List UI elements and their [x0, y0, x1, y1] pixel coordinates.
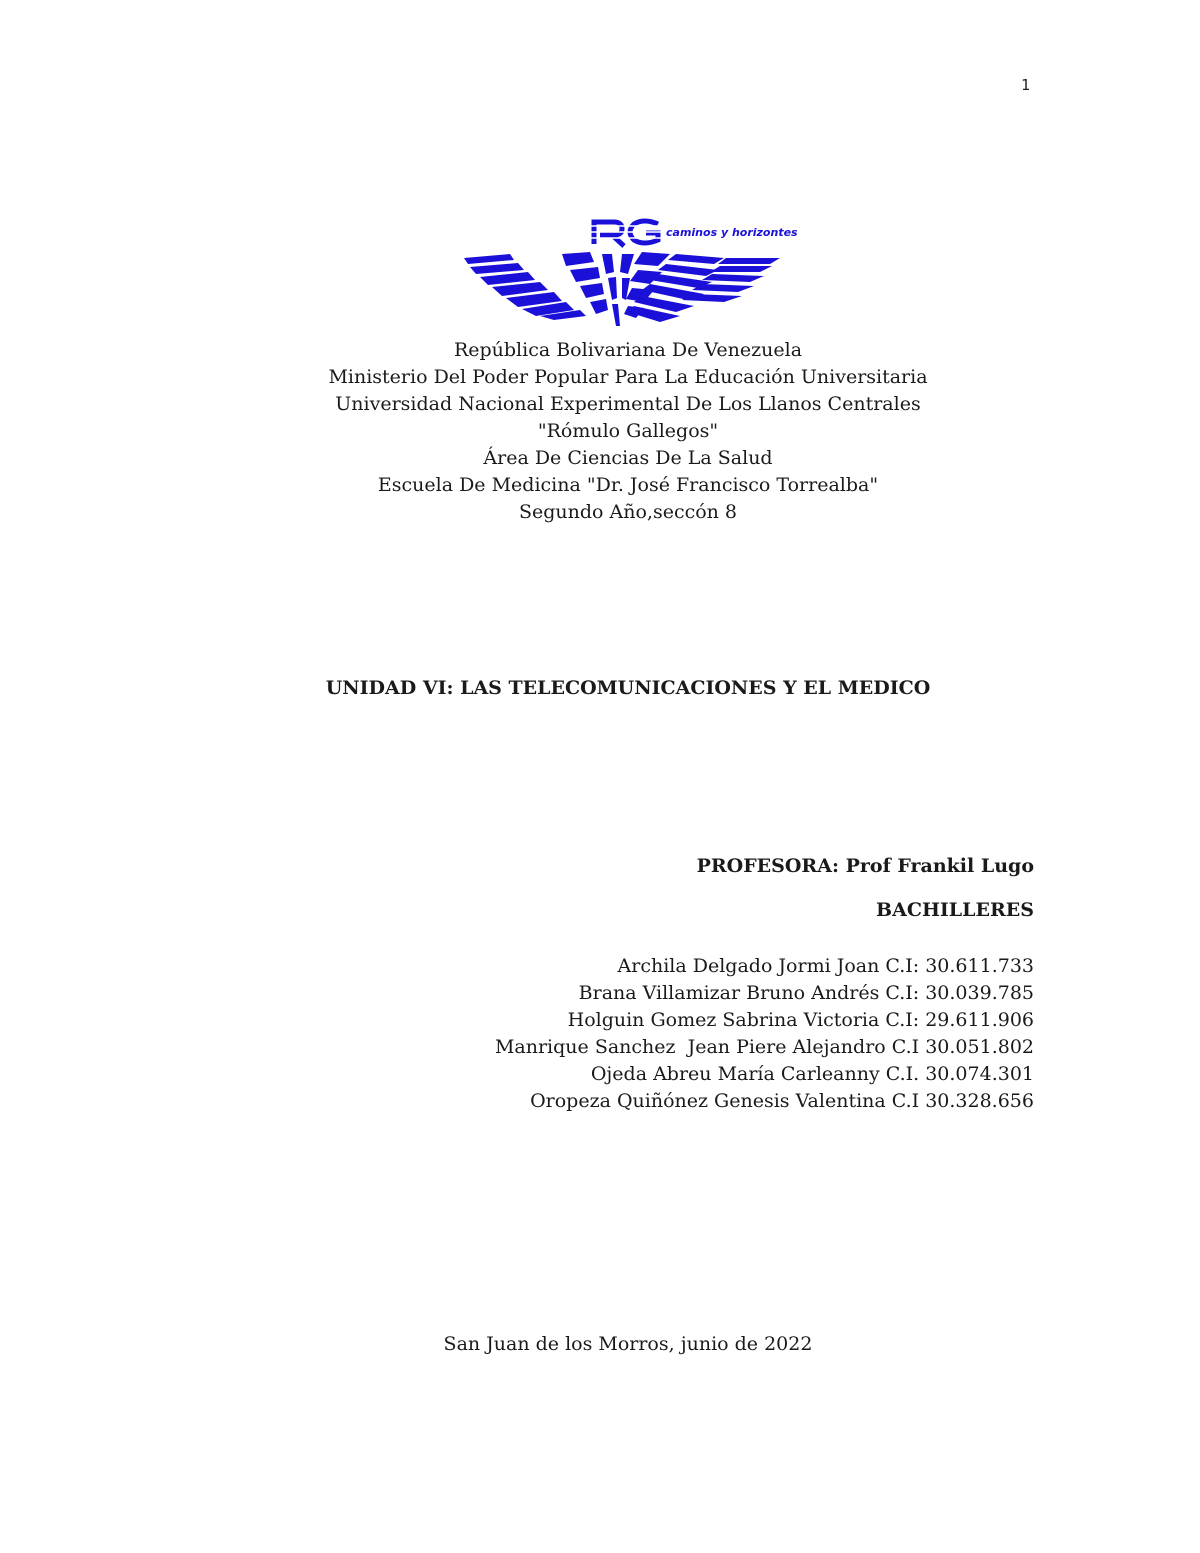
header-line-republic: República Bolivariana De Venezuela	[453, 339, 803, 361]
document-title: UNIDAD VI: LAS TELECOMUNICACIONES Y EL MEDICO	[325, 677, 931, 699]
place-and-date: San Juan de los Morros, junio de 2022	[443, 1333, 813, 1355]
page-number: 1	[1021, 76, 1031, 94]
professor-line: PROFESORA: Prof Frankil Lugo	[696, 855, 1034, 877]
student-item: Holguin Gomez Sabrina Victoria C.I: 29.611.906	[567, 1009, 1034, 1031]
header-line-university: Universidad Nacional Experimental De Los Llanos Centrales	[335, 393, 921, 415]
header-line-university-name: "Rómulo Gallegos"	[537, 420, 719, 442]
header-line-area: Área De Ciencias De La Salud	[483, 447, 773, 469]
header-line-ministry: Ministerio Del Poder Popular Para La Educación Universitaria	[328, 366, 928, 388]
student-item: Ojeda Abreu María Carleanny C.I. 30.074.301	[590, 1063, 1034, 1085]
student-item: Archila Delgado Jormi Joan C.I: 30.611.733	[617, 955, 1034, 977]
student-item: Manrique Sanchez Jean Piere Alejandro C.I 30.051.802	[494, 1036, 1034, 1058]
students-heading: BACHILLERES	[876, 899, 1034, 921]
students-list	[495, 953, 1034, 1115]
student-item: Brana Villamizar Bruno Andrés C.I: 30.039.785	[578, 982, 1034, 1004]
header-line-year-section: Segundo Año,seccón 8	[518, 501, 738, 523]
header-line-school: Escuela De Medicina "Dr. José Francisco Torrealba"	[377, 474, 879, 496]
university-logo	[462, 214, 798, 328]
logo-tagline: caminos y horizontes	[666, 226, 798, 239]
student-item: Oropeza Quiñónez Genesis Valentina C.I 30.328.656	[530, 1090, 1034, 1112]
institution-header	[200, 337, 1056, 526]
